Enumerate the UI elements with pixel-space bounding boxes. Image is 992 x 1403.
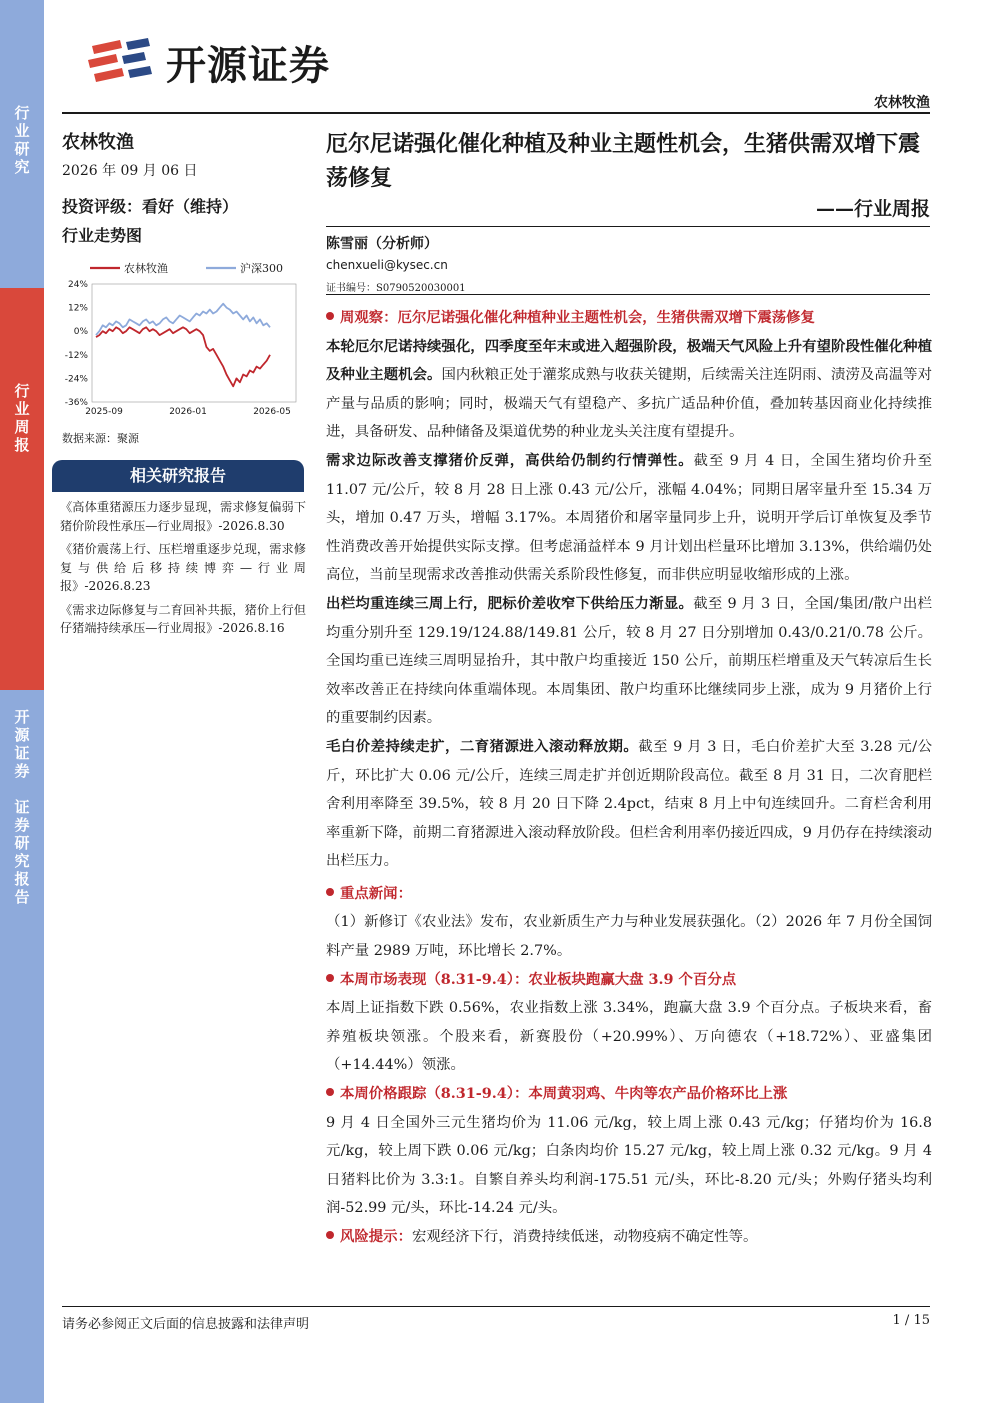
author-divider: [326, 226, 930, 227]
report-subtitle: ——行业周报: [815, 198, 930, 220]
related-report-item[interactable]: 《猪价震荡上行、压栏增重逐步兑现，需求修复与供给后移持续博弈—行业周报》-2026.8.23: [60, 542, 306, 593]
chart-legend: [90, 261, 283, 275]
header-divider: [62, 112, 930, 114]
legend-label: 沪深300: [240, 262, 283, 275]
series-line-1: [96, 304, 270, 335]
bullet-icon: [326, 1088, 334, 1096]
bullet-icon: [326, 312, 334, 320]
industry-name: 农林牧渔: [62, 132, 134, 153]
y-tick-label: -12%: [64, 350, 88, 361]
logo-mark-icon: [86, 36, 156, 86]
paragraph-slaughter-weight: 出栏均重连续三周上行，肥标价差收窄下供给压力渐显。截至 9 月 3 日，全国/集团/散户出栏均重分别升至 129.19/124.88/149.81 公斤，较 8 月 27 日分别增加 0.43/0.21/0.78 公斤。全国均重已连续三周明显抬升，其中散户均重接近 150 公斤，前期压栏增重及天气转凉后生长效率改善正在持续向体重端体现。本周集团、散户均重环比继续同步上涨，成为 9 月猪价上行的重要制约因素。: [326, 594, 932, 727]
y-tick-label: -24%: [64, 374, 88, 385]
cert-divider: [326, 294, 930, 295]
related-report-item[interactable]: 《需求边际修复与二育回补共振，猪价上行但仔猪端持续承压—行业周报》-2026.8.16: [60, 602, 306, 635]
bullet-icon: [326, 888, 334, 896]
sidebar-bottom-label: 开 源 证 券 证 券 研 究 报 告: [14, 708, 30, 906]
paragraph-elnino: 本轮厄尔尼诺持续强化，四季度至年末或进入超强阶段，极端天气风险上升有望阶段性催化种植及种业主题机会。国内秋粮正处于灌浆成熟与收获关键期，后续需关注连阴雨、渍涝及高温等对产量与品质的影响；同时，极端天气有望稳产、多抗广适品种价值，叠加转基因商业化持续推进，具备研发、品种储备及渠道优势的种业龙头关注度有望提升。: [326, 337, 932, 441]
series-line-0: [96, 327, 270, 386]
related-reports-list: [60, 498, 306, 643]
analyst-email[interactable]: chenxueli@kysec.cn: [326, 258, 448, 272]
sidebar-middle-label: 行 业 周 报: [14, 382, 30, 454]
y-tick-label: 24%: [67, 280, 88, 290]
market-heading: 本周市场表现（8.31-9.4）：农业板块跑赢大盘 3.9 个百分点: [326, 966, 932, 995]
chart-data-source: 数据来源：聚源: [62, 432, 139, 445]
logo-text: 开源证券: [166, 43, 330, 89]
sidebar-top-label: 行 业 研 究: [14, 104, 30, 176]
page-number: 1 / 15: [892, 1313, 930, 1328]
investment-rating: 投资评级：看好（维持）: [62, 197, 239, 216]
x-tick-label: 2026-01: [169, 407, 207, 417]
y-tick-label: 0%: [73, 327, 88, 338]
left-column: [62, 128, 306, 246]
footer-divider: [62, 1306, 930, 1307]
related-reports-header: 相关研究报告: [52, 460, 304, 492]
analyst-name: 陈雪丽（分析师）: [326, 236, 438, 252]
chart-axes: [65, 280, 296, 417]
left-sidebar-bar: [0, 0, 44, 1403]
x-tick-label: 2026-05: [253, 407, 291, 417]
analyst-cert-number: 证书编号：S0790520030001: [326, 283, 466, 294]
bullet-icon: [326, 974, 334, 982]
report-date: 2026 年 09 月 06 日: [62, 163, 198, 179]
legend-label: 农林牧渔: [124, 262, 168, 275]
report-body: [326, 304, 932, 1252]
company-logo: [86, 32, 386, 90]
news-heading: 重点新闻：: [326, 880, 932, 909]
x-tick-label: 2025-09: [85, 407, 123, 417]
paragraph-market: 本周上证指数下跌 0.56%，农业指数上涨 3.34%，跑赢大盘 3.9 个百分点。子板块来看，畜养殖板块领涨。个股来看，新赛股份（+20.99%）、万向德农（+18.72%）、亚盛集团（+14.44%）领涨。: [326, 1000, 932, 1074]
trend-chart-title: 行业走势图: [62, 226, 143, 245]
y-tick-label: 12%: [67, 303, 88, 314]
report-title: 厄尔尼诺强化催化种植及种业主题性机会，生猪供需双增下震荡修复: [326, 131, 921, 191]
price-heading: 本周价格跟踪（8.31-9.4）：本周黄羽鸡、牛肉等农产品价格环比上涨: [326, 1080, 932, 1109]
paragraph-price-spread: 毛白价差持续走扩，二育猪源进入滚动释放期。截至 9 月 3 日，毛白价差扩大至 3.28 元/公斤，环比扩大 0.06 元/公斤，连续三周走扩并创近期阶段高位。截至 8 月 31 日，二次育肥栏舍利用率降至 39.5%，较 8 月 20 日下降 2.4pct，结束 8 月上中旬连续回升。二育栏舍利用率重新下降，前期二育猪源进入滚动释放阶段。但栏舍利用率仍接近四成，9 月仍存在持续滚动出栏压力。: [326, 737, 932, 870]
sidebar-red-segment: [0, 288, 44, 690]
footer-disclaimer: 请务必参阅正文后面的信息披露和法律声明: [62, 1317, 310, 1332]
paragraph-price: 9 月 4 日全国外三元生猪均价为 11.06 元/kg，较上周上涨 0.43 元/kg；仔猪均价为 16.8 元/kg，较上周下跌 0.06 元/kg；白条肉均价 15.27 元/kg，较上周上涨 0.32 元/kg。9 月 4 日猪料比价为 3.3:1。自繁自养头均利润-175.51 元/头，环比-8.20 元/头；外购仔猪头均利润-52.99 元/头，环比-14.24 元/头。: [326, 1114, 932, 1217]
paragraph-pig-price: 需求边际改善支撑猪价反弹，高供给仍制约行情弹性。截至 9 月 4 日，全国生猪均价升至 11.07 元/公斤，较 8 月 28 日上涨 0.43 元/公斤，涨幅 4.04%；同期日屠宰量升至 15.34 万头，增加 0.47 万头，增幅 3.17%。本周猪价和屠宰量同步上升，说明开学后订单恢复及季节性消费改善开始提供实际支撑。但考虑涌益样本 9 月计划出栏量环比增加 3.13%，供给端仍处高位，当前呈现需求改善推动供需关系阶段性修复，而非供应明显收缩形成的上涨。: [326, 451, 932, 584]
industry-trend-chart: [62, 256, 306, 428]
header-category: 农林牧渔: [874, 95, 930, 111]
chart-series: [96, 304, 270, 387]
related-report-item[interactable]: 《高体重猪源压力逐步显现，需求修复偏弱下猪价阶段性承压—行业周报》-2026.8.30: [60, 500, 306, 533]
plot-frame: [92, 284, 296, 402]
risk-section: 风险提示：宏观经济下行，消费持续低迷，动物疫病不确定性等。: [326, 1223, 932, 1252]
paragraph-news: （1）新修订《农业法》发布，农业新质生产力与种业发展获强化。（2）2026 年 7 月份全国饲料产量 2989 万吨，环比增长 2.7%。: [326, 914, 932, 960]
weekly-view-heading: 周观察：厄尔尼诺强化催化种植种业主题性机会，生猪供需双增下震荡修复: [326, 304, 932, 333]
y-tick-label: -36%: [64, 398, 88, 408]
bullet-icon: [326, 1231, 334, 1239]
